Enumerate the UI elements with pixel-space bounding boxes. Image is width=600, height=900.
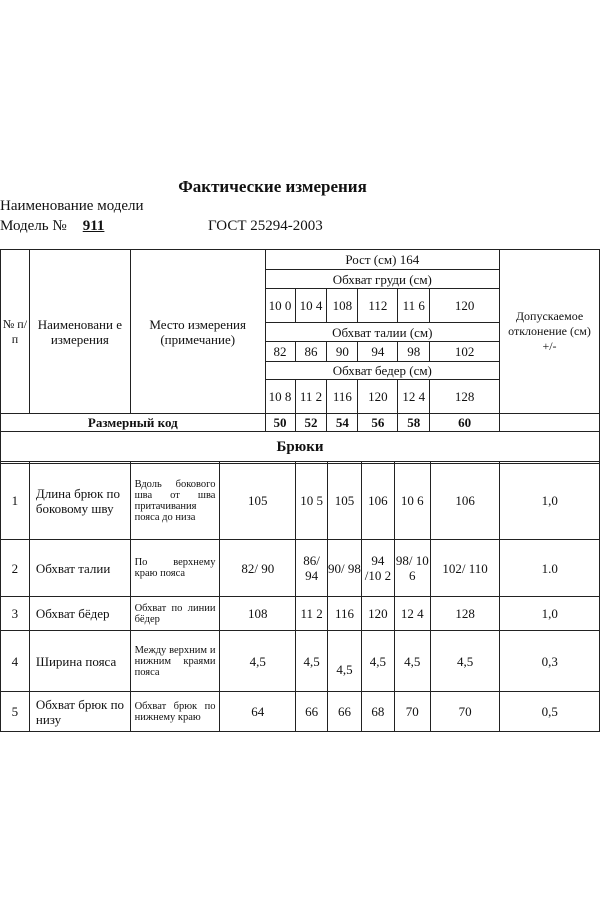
row-value: 105: [220, 462, 296, 540]
col-num-header: № п/ п: [1, 250, 30, 414]
waist-value: 102: [430, 342, 500, 362]
size-code-label: Размерный код: [1, 414, 266, 432]
row-value: 94 /10 2: [361, 540, 394, 597]
row-value: 120: [361, 597, 394, 631]
row-num: 5: [1, 692, 30, 732]
table-row: [1, 540, 600, 597]
row-value: 12 4: [394, 597, 430, 631]
size-code: 52: [295, 414, 327, 432]
row-tolerance: 0,5: [500, 692, 600, 732]
chest-value: 11 6: [398, 289, 430, 323]
row-value: 4,5: [394, 631, 430, 692]
row-value: 82/ 90: [220, 540, 296, 597]
row-tolerance: 1,0: [500, 597, 600, 631]
row-name: Обхват брюк по низу: [29, 692, 130, 732]
waist-value: 90: [327, 342, 358, 362]
measurement-header-table: [0, 249, 600, 464]
row-value: 116: [328, 597, 362, 631]
waist-value: 86: [295, 342, 327, 362]
model-label: Модель №: [0, 218, 67, 234]
hips-value: 10 8: [265, 380, 295, 414]
row-name: Обхват бёдер: [29, 597, 130, 631]
row-value: 64: [220, 692, 296, 732]
size-code: 58: [398, 414, 430, 432]
row-num: 4: [1, 631, 30, 692]
row-value: 128: [430, 597, 500, 631]
row-place: Обхват по линии бёдер: [130, 597, 220, 631]
row-value: 10 6: [394, 462, 430, 540]
row-tolerance: 0,3: [500, 631, 600, 692]
hips-header: Обхват бедер (см): [265, 362, 499, 380]
size-code-empty: [500, 414, 600, 432]
hips-value: 12 4: [398, 380, 430, 414]
row-value: 4,5: [361, 631, 394, 692]
chest-value: 108: [327, 289, 358, 323]
hips-value: 120: [358, 380, 398, 414]
row-name: Ширина пояса: [29, 631, 130, 692]
row-value: 11 2: [296, 597, 328, 631]
size-code: 50: [265, 414, 295, 432]
table-row: [1, 597, 600, 631]
col-place-header: Место измерения (примечание): [130, 250, 265, 414]
chest-value: 10 4: [295, 289, 327, 323]
row-value: 66: [296, 692, 328, 732]
row-value: 68: [361, 692, 394, 732]
row-name: Длина брюк по боковому шву: [29, 462, 130, 540]
tolerance-header: Допускаемое отклонение (см) +/-: [500, 250, 600, 414]
hips-value: 116: [327, 380, 358, 414]
waist-value: 98: [398, 342, 430, 362]
page-title: Фактические измерения: [178, 177, 367, 196]
row-tolerance: 1.0: [500, 540, 600, 597]
size-code: 56: [358, 414, 398, 432]
chest-value: 120: [430, 289, 500, 323]
chest-value: 112: [358, 289, 398, 323]
chest-header: Обхват груди (см): [265, 270, 499, 289]
row-value: 105: [328, 462, 362, 540]
row-name: Обхват талии: [29, 540, 130, 597]
waist-header: Обхват талии (см): [265, 323, 499, 342]
row-num: 1: [1, 462, 30, 540]
row-value: 10 5: [296, 462, 328, 540]
row-value: 106: [430, 462, 500, 540]
row-value: 70: [430, 692, 500, 732]
row-value: 106: [361, 462, 394, 540]
row-tolerance: 1,0: [500, 462, 600, 540]
row-place: Между верхним и нижним краями пояса: [130, 631, 220, 692]
row-value: 4,5: [328, 631, 362, 692]
row-num: 3: [1, 597, 30, 631]
row-num: 2: [1, 540, 30, 597]
model-number: 911: [82, 218, 105, 234]
model-name-label: Наименование модели: [0, 198, 144, 214]
hips-value: 11 2: [295, 380, 327, 414]
row-value: 98/ 10 6: [394, 540, 430, 597]
row-place: Вдоль бокового шва от шва притачивания пояса до низа: [130, 462, 220, 540]
row-value: 90/ 98: [328, 540, 362, 597]
gost-label: ГОСТ 25294-2003: [208, 218, 323, 234]
measurement-body-table: [0, 461, 600, 732]
col-name-header: Наименовани е измерения: [29, 250, 130, 414]
row-value: 102/ 110: [430, 540, 500, 597]
size-code: 54: [327, 414, 358, 432]
table-row: [1, 692, 600, 732]
row-place: Обхват брюк по нижнему краю: [130, 692, 220, 732]
row-value: 4,5: [220, 631, 296, 692]
hips-value: 128: [430, 380, 500, 414]
row-value: 70: [394, 692, 430, 732]
waist-value: 94: [358, 342, 398, 362]
row-value: 4,5: [296, 631, 328, 692]
row-value: 108: [220, 597, 296, 631]
row-place: По верхнему краю пояса: [130, 540, 220, 597]
row-value: 66: [328, 692, 362, 732]
table-row: [1, 631, 600, 692]
row-value: 4,5: [430, 631, 500, 692]
model-line: [0, 218, 118, 235]
row-value: 86/ 94: [296, 540, 328, 597]
size-code: 60: [430, 414, 500, 432]
table-row: [1, 462, 600, 540]
growth-header: Рост (см) 164: [265, 250, 499, 270]
chest-value: 10 0: [265, 289, 295, 323]
waist-value: 82: [265, 342, 295, 362]
section-title: Брюки: [1, 432, 600, 464]
